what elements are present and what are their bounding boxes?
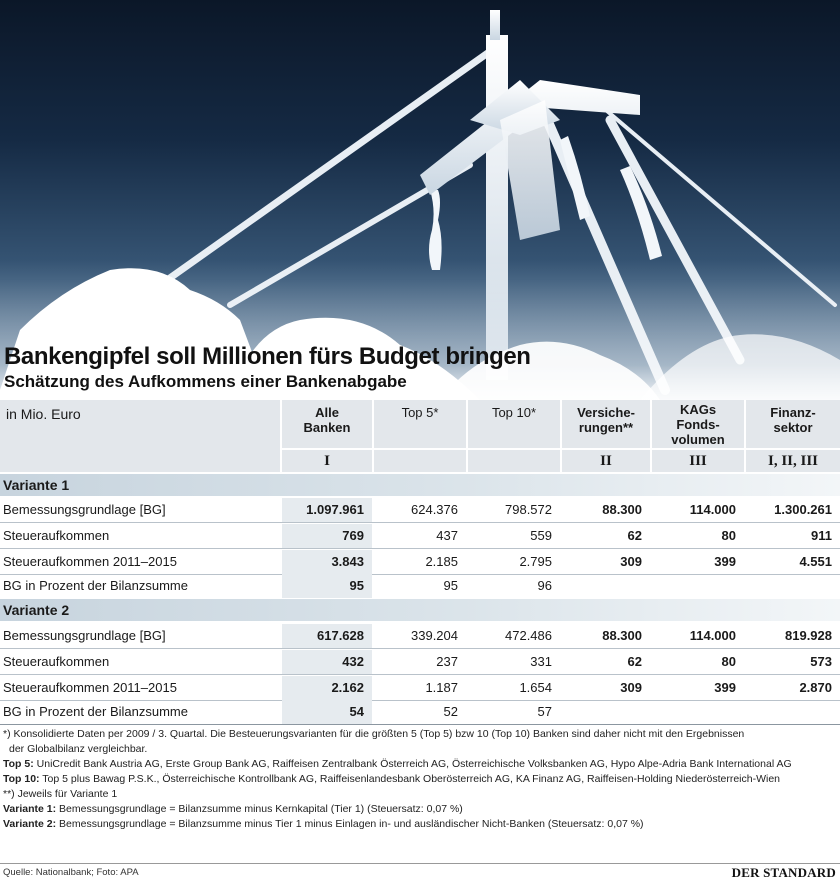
footnote-doublestar: **) Jeweils für Variante 1 [3,788,118,800]
col-header-finanzsektor: Finanz- sektor [770,405,816,435]
value-cell: 52 [443,704,458,719]
headline: Bankengipfel soll Millionen fürs Budget bringen [4,343,531,370]
value-cell: 432 [282,650,372,674]
value-cell: 437 [436,528,458,543]
value-cell: 2.185 [425,554,458,569]
value-cell: 399 [714,554,736,569]
value-cell: 309 [620,554,642,569]
table-row [0,550,840,574]
variant-1-heading: Variante 1 [0,474,840,496]
value-cell: 80 [721,528,736,543]
value-cell: 798.572 [505,502,552,517]
table-row [0,624,840,648]
frozen-summit-cross-image [0,0,840,400]
value-cell: 114.000 [689,502,736,517]
value-cell: 911 [811,528,832,543]
value-cell: 54 [282,700,372,724]
value-cell: 62 [627,654,642,669]
brand-logo: DER STANDARD [731,865,836,880]
row-label: Steueraufkommen [3,654,110,669]
value-cell: 819.928 [785,628,832,643]
value-cell: 80 [721,654,736,669]
value-cell: 573 [810,654,832,669]
value-cell: 624.376 [411,502,458,517]
footnote-key: Variante 1: [3,803,57,815]
footnote-key: Top 5: [3,758,34,770]
col-header-versicherungen: Versiche- rungen** [577,405,635,435]
col-header-top10: Top 10* [491,405,537,420]
value-cell: 4.551 [799,554,832,569]
footnote-top10 [3,772,838,787]
footnote-star: *) Konsolidierte Daten per 2009 / 3. Quartal. Die Besteuerungsvarianten für die größten 5 (Top 5) bzw 10 (Top 10) Banken sind daher nicht mit den Ergebnissen [3,728,745,740]
footnote-variant1 [3,802,838,817]
col-header-kags: KAGs Fonds- volumen [671,402,725,447]
footnote-text: Bemessungsgrundlage = Bilanzsumme minus Tier 1 minus Einlagen in- und ausländischer Nicht-Banken (Steuersatz: 0,07 %) [59,818,644,830]
value-cell: 1.654 [519,680,552,695]
value-cell: 237 [436,654,458,669]
value-cell: 95 [443,578,458,593]
row-divider [0,522,840,523]
row-label: BG in Prozent der Bilanzsumme [3,704,188,719]
value-cell: 309 [620,680,642,695]
footnote-text: Bemessungsgrundlage = Bilanzsumme minus Kernkapital (Tier 1) (Steuersatz: 0,07 %) [59,803,463,815]
value-cell: 62 [627,528,642,543]
footnote-star-cont: der Globalbilanz vergleichbar. [9,743,148,755]
value-cell: 96 [537,578,552,593]
footnote-key: Variante 2: [3,818,57,830]
table-row [0,574,840,598]
value-cell: 1.097.961 [282,498,372,522]
value-cell: 769 [282,524,372,548]
subheadline: Schätzung des Aufkommens einer Bankenabgabe [4,372,407,391]
table-row [0,650,840,674]
table-row [0,700,840,724]
value-cell: 3.843 [282,550,372,574]
col-header-top5: Top 5* [401,405,439,420]
value-cell: 1.300.261 [774,502,832,517]
value-cell: 339.204 [411,628,458,643]
value-cell: 2.795 [519,554,552,569]
value-cell: 559 [530,528,552,543]
value-cell: 2.162 [282,676,372,700]
footnote-text: Top 5 plus Bawag P.S.K., Österreichische Kontrollbank AG, Raiffeisenlandesbank Oberösterreich AG, KA Finanz AG, Raiffeisen-Holding Niederösterreich-Wien [42,773,781,785]
row-divider [0,548,840,549]
row-divider [0,674,840,675]
value-cell: 399 [714,680,736,695]
row-label: Steueraufkommen 2011–2015 [3,554,177,569]
value-cell: 57 [537,704,552,719]
value-cell: 95 [282,574,372,598]
row-label: Bemessungsgrundlage [BG] [3,502,166,517]
row-label: Steueraufkommen [3,528,110,543]
col-header-alle-banken: Alle Banken [303,405,351,435]
row-label: Bemessungsgrundlage [BG] [3,628,166,643]
row-label: Steueraufkommen 2011–2015 [3,680,177,695]
footer-rule [0,863,840,864]
value-cell: 2.870 [799,680,832,695]
hero-photo [0,0,840,400]
row-label: BG in Prozent der Bilanzsumme [3,578,188,593]
value-cell: 331 [530,654,552,669]
footnote-key: Top 10: [3,773,40,785]
value-cell: 472.486 [505,628,552,643]
value-cell: 114.000 [689,628,736,643]
table-row [0,524,840,548]
table-bottom-rule [0,724,840,725]
table-row [0,676,840,700]
value-cell: 617.628 [282,624,372,648]
table-row [0,498,840,522]
table-header [0,400,840,472]
roman-II: II [600,453,612,469]
footnote-top5 [3,757,838,772]
roman-I-II-III: I, II, III [767,453,819,469]
value-cell: 88.300 [602,502,642,517]
variant-2-heading: Variante 2 [0,599,840,621]
source-credit: Quelle: Nationalbank; Foto: APA [3,867,139,878]
roman-III: III [689,453,707,469]
value-cell: 1.187 [425,680,458,695]
roman-I: I [324,453,330,469]
row-divider [0,648,840,649]
footnotes [3,727,838,832]
value-cell: 88.300 [602,628,642,643]
unit-label: in Mio. Euro [6,406,81,422]
footnote-text: UniCredit Bank Austria AG, Erste Group Bank AG, Raiffeisen Zentralbank Österreich AG, Österreichische Volksbanken AG, Hypo Alpe-Adria Bank International AG [36,758,792,770]
footnote-variant2 [3,817,838,832]
